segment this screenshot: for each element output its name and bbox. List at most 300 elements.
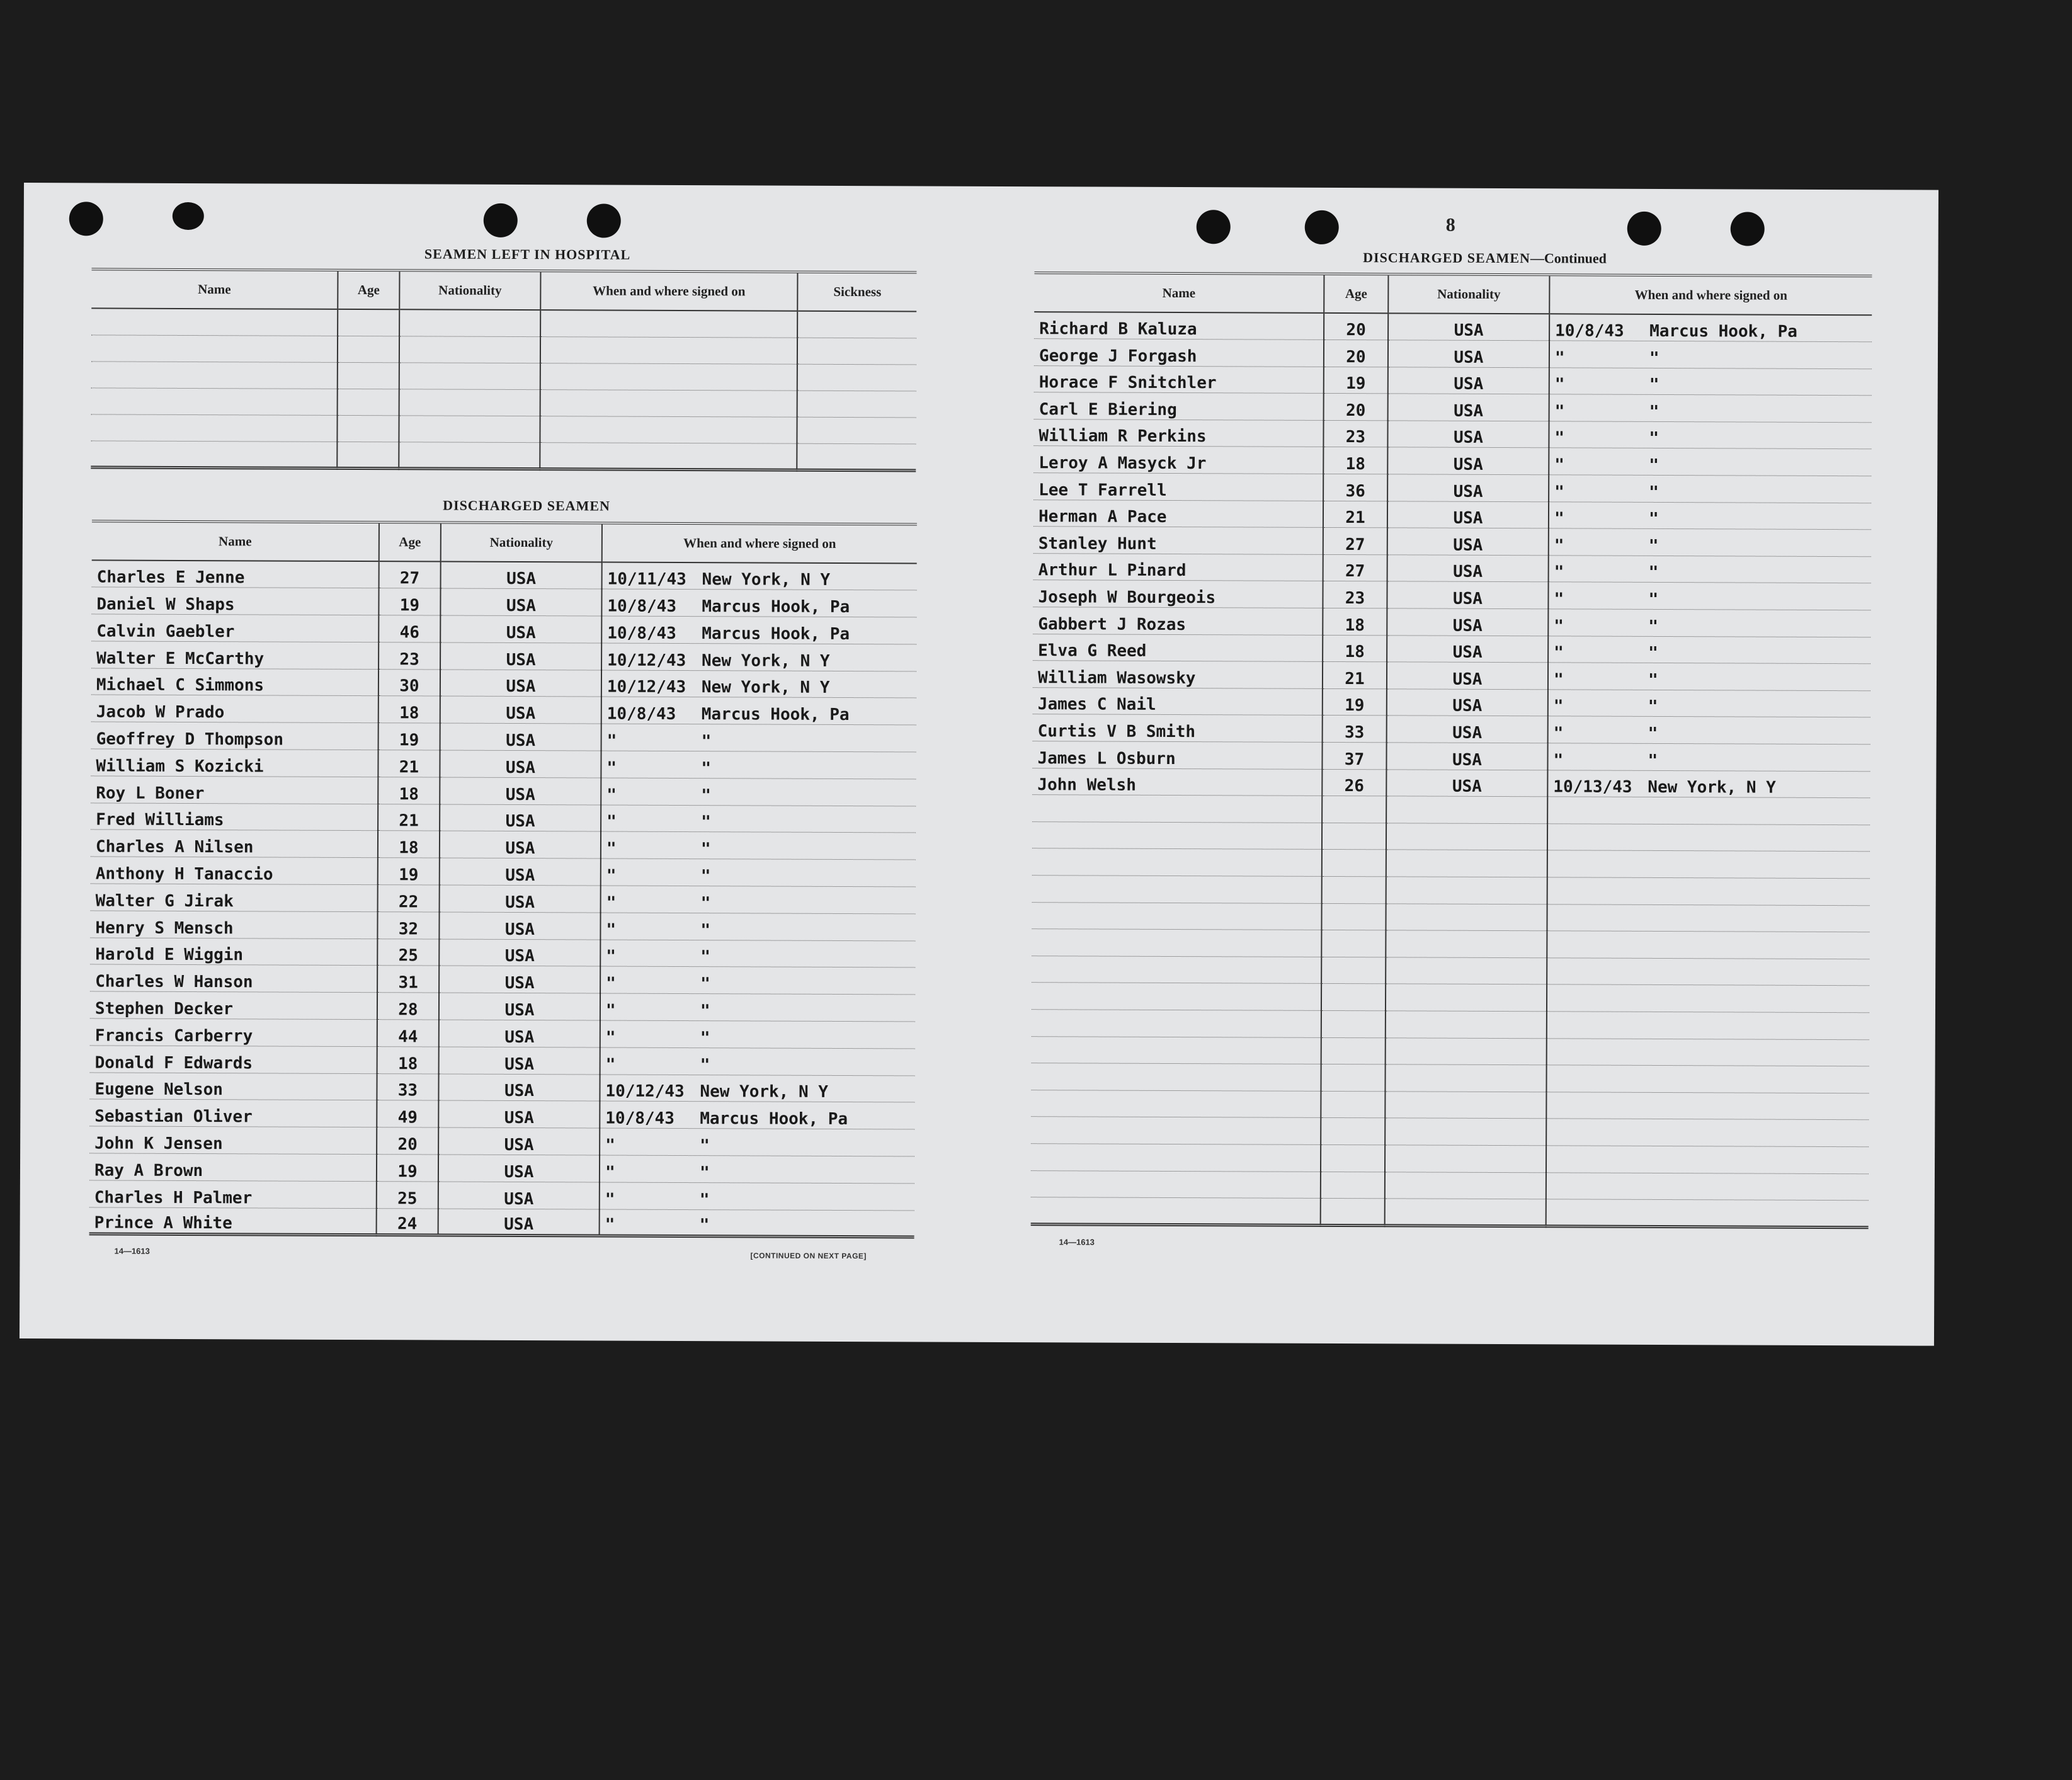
signed-on-date: " [1553, 697, 1564, 716]
seaman-name: William Wasowsky [1033, 661, 1323, 688]
blank-cell [1032, 983, 1321, 1010]
blank-cell [1032, 795, 1322, 823]
seaman-nationality: USA [1387, 635, 1548, 663]
blank-row [1032, 956, 1869, 986]
seaman-name: Calvin Gaebler [91, 614, 379, 642]
seaman-name: John Welsh [1032, 768, 1322, 796]
blank-cell [1385, 1064, 1546, 1092]
seaman-age: 18 [1323, 608, 1387, 635]
seaman-age: 25 [377, 1181, 438, 1208]
blank-cell [1547, 931, 1869, 959]
seaman-nationality: USA [441, 562, 602, 590]
seaman-name: Roy L Boner [91, 776, 378, 804]
signed-on-date: " [606, 920, 617, 940]
signed-on-date: " [605, 1190, 615, 1209]
title-suffix: —Continued [1530, 250, 1607, 266]
signed-on-date: " [605, 1001, 616, 1020]
title-main: DISCHARGED SEAMEN [1363, 249, 1530, 266]
table-row [1033, 634, 1870, 664]
table-row [1033, 714, 1870, 745]
continued-note: [CONTINUED ON NEXT PAGE] [750, 1251, 867, 1261]
punch-hole [1305, 210, 1339, 244]
seaman-signed-on [1549, 475, 1871, 503]
blank-cell [1546, 1119, 1869, 1147]
seaman-signed-on [601, 886, 916, 914]
seaman-name: Charles A Nilsen [91, 830, 378, 858]
signed-on-date: " [1554, 509, 1564, 528]
signed-on-date: " [1554, 402, 1565, 421]
seaman-name: Henry S Mensch [90, 911, 377, 939]
blank-row [1032, 848, 1870, 879]
signed-on-date: 10/8/43 [607, 624, 676, 643]
table-row [90, 911, 915, 941]
blank-cell [1385, 1172, 1546, 1199]
blank-cell [399, 336, 540, 363]
hospital-table [91, 268, 916, 472]
signed-on-place: " [1648, 751, 1658, 770]
seaman-age: 19 [377, 1155, 438, 1182]
table-row [1033, 607, 1870, 637]
table-row [89, 1207, 914, 1238]
seaman-signed-on [601, 670, 916, 699]
table-row [91, 830, 916, 860]
table-row [90, 1046, 915, 1076]
blank-cell [1032, 1010, 1321, 1037]
signed-on-place: " [699, 1190, 710, 1209]
blank-cell [1547, 824, 1870, 852]
seaman-age: 32 [377, 912, 439, 939]
blank-row [1031, 1063, 1869, 1093]
form-number: 14—1613 [1059, 1237, 1095, 1247]
signed-on-place: " [1649, 402, 1659, 421]
seaman-name: Harold E Wiggin [90, 938, 377, 966]
table-row [1033, 419, 1871, 450]
col-age-header: Age [1324, 274, 1388, 313]
blank-cell [1386, 850, 1547, 877]
signed-on-place: " [1649, 455, 1659, 476]
seaman-nationality: USA [439, 993, 600, 1020]
table-row [91, 884, 916, 914]
seaman-age: 19 [379, 723, 440, 750]
blank-cell [1386, 903, 1547, 931]
seaman-age: 46 [379, 615, 440, 642]
blank-cell [338, 309, 399, 336]
signed-on-place: " [700, 947, 711, 967]
blank-cell [91, 334, 338, 362]
punch-hole [69, 202, 103, 236]
table-row [1033, 499, 1871, 530]
signed-on-date: " [606, 785, 617, 805]
blank-cell [1032, 821, 1322, 849]
signed-on-date: " [1554, 455, 1565, 475]
seaman-signed-on [601, 724, 916, 752]
blank-cell [1547, 797, 1870, 825]
seaman-nationality: USA [438, 1127, 600, 1155]
seaman-age: 18 [378, 831, 440, 858]
seaman-name: Michael C Simmons [91, 668, 379, 697]
col-sickness-header: Sickness [797, 272, 916, 312]
seaman-age: 20 [1324, 313, 1388, 340]
seaman-nationality: USA [440, 777, 601, 805]
blank-cell [1031, 1090, 1321, 1117]
seaman-age: 20 [377, 1127, 438, 1155]
seaman-nationality: USA [438, 1182, 600, 1209]
blank-cell [1547, 984, 1869, 1013]
blank-cell [1386, 823, 1547, 851]
blank-cell [1547, 1038, 1869, 1066]
blank-cell [1385, 1118, 1546, 1146]
seaman-signed-on [1549, 341, 1872, 369]
blank-cell [797, 391, 916, 418]
seaman-nationality: USA [440, 858, 601, 886]
blank-row [91, 440, 916, 470]
blank-cell [1547, 958, 1869, 986]
blank-row [91, 308, 916, 338]
seaman-name: Charles E Jenne [92, 560, 379, 588]
blank-cell [540, 310, 797, 338]
table-row [1034, 392, 1872, 423]
seaman-age: 25 [377, 938, 439, 966]
blank-cell [1031, 1170, 1321, 1198]
table-row [90, 964, 915, 995]
blank-cell [1385, 1092, 1546, 1119]
seaman-signed-on [600, 966, 915, 995]
seaman-name: Eugene Nelson [89, 1073, 377, 1101]
seaman-name: Geoffrey D Thompson [91, 722, 379, 750]
punch-hole [484, 203, 518, 237]
signed-on-date: " [1554, 562, 1564, 582]
signed-on-date: " [1553, 670, 1564, 690]
seaman-signed-on [1549, 421, 1871, 450]
seaman-name: Lee T Farrell [1033, 473, 1323, 501]
col-age-header: Age [338, 270, 399, 309]
seaman-age: 27 [1323, 528, 1387, 555]
signed-on-date: " [606, 866, 617, 886]
seaman-nationality: USA [1387, 474, 1549, 502]
col-signed-on-header: When and where signed on [540, 271, 797, 311]
blank-cell [1546, 1172, 1869, 1201]
seaman-age: 28 [377, 993, 439, 1020]
signed-on-place: New York, N Y [702, 651, 830, 671]
seaman-name: Charles W Hanson [90, 964, 377, 993]
blank-cell [1031, 1144, 1321, 1172]
seaman-name: Sebastian Oliver [89, 1099, 377, 1127]
seaman-nationality: USA [439, 1020, 600, 1047]
seaman-age: 24 [377, 1208, 438, 1235]
table-row [1034, 339, 1872, 369]
signed-on-place: New York, N Y [1648, 778, 1776, 797]
page-number: 8 [1445, 214, 1455, 236]
blank-cell [1322, 876, 1386, 903]
blank-row [1031, 1090, 1869, 1120]
seaman-age: 27 [1323, 554, 1387, 581]
seaman-name: Gabbert J Rozas [1033, 607, 1323, 635]
seaman-name: Daniel W Shaps [91, 587, 379, 615]
blank-cell [1321, 1064, 1385, 1092]
signed-on-place: " [700, 920, 711, 940]
signed-on-date: 10/13/43 [1553, 777, 1632, 797]
blank-cell [1031, 1117, 1321, 1144]
seaman-nationality: USA [438, 1209, 600, 1236]
signed-on-place: " [1649, 429, 1659, 448]
table-row [91, 587, 916, 617]
blank-cell [1546, 1065, 1869, 1093]
col-name-header: Name [1034, 273, 1324, 313]
signed-on-place: " [700, 1001, 710, 1021]
blank-cell [1547, 904, 1869, 932]
blank-row [1032, 1036, 1869, 1066]
punch-hole [1197, 210, 1231, 244]
seaman-signed-on [600, 1155, 914, 1184]
seaman-nationality: USA [440, 804, 601, 832]
seaman-signed-on [1549, 556, 1871, 584]
seaman-nationality: USA [1387, 528, 1549, 556]
table-row [1033, 580, 1870, 610]
blank-cell [1385, 1145, 1546, 1173]
blank-cell [91, 440, 337, 468]
seaman-age: 18 [377, 1047, 439, 1074]
seaman-signed-on [600, 993, 915, 1022]
seaman-signed-on [1547, 770, 1870, 798]
col-signed-on-header: When and where signed on [602, 523, 917, 564]
seaman-signed-on [1549, 367, 1872, 396]
blank-cell [1322, 850, 1386, 877]
table-row [1032, 768, 1870, 798]
signed-on-place: " [699, 1163, 710, 1183]
seaman-nationality: USA [440, 588, 601, 616]
seaman-signed-on [1548, 690, 1870, 718]
blank-row [1031, 1117, 1869, 1147]
signed-on-date: " [1554, 643, 1564, 663]
blank-cell [1546, 1146, 1869, 1174]
blank-cell [399, 415, 540, 442]
seaman-nationality: USA [438, 1074, 600, 1102]
col-age-header: Age [379, 522, 441, 561]
discharged-continued-table [1031, 271, 1872, 1229]
seaman-nationality: USA [1387, 662, 1548, 690]
table-row [1032, 741, 1870, 772]
seaman-signed-on [1549, 314, 1872, 342]
seaman-signed-on [600, 1101, 914, 1129]
signed-on-place: " [1649, 482, 1659, 502]
blank-cell [1321, 1037, 1386, 1064]
seaman-signed-on [600, 1047, 915, 1076]
blank-cell [1386, 1011, 1547, 1039]
seaman-age: 18 [379, 696, 440, 723]
seaman-age: 18 [1323, 447, 1387, 474]
seaman-signed-on [1548, 663, 1870, 691]
seaman-signed-on [601, 778, 916, 806]
seaman-signed-on [600, 1128, 914, 1156]
seaman-age: 21 [1323, 501, 1387, 528]
signed-on-place: " [1648, 724, 1658, 743]
blank-cell [1321, 930, 1386, 957]
seaman-age: 22 [378, 885, 440, 912]
signed-on-date: 10/11/43 [607, 569, 686, 590]
seaman-signed-on [601, 751, 916, 779]
signed-on-date: " [606, 947, 617, 967]
blank-cell [797, 443, 916, 471]
signed-on-place: " [1648, 697, 1658, 717]
seaman-age: 36 [1323, 474, 1387, 501]
blank-cell [1547, 877, 1870, 906]
signed-on-place: New York, N Y [701, 678, 830, 698]
table-row [91, 641, 916, 671]
table-row [1033, 554, 1871, 584]
seaman-nationality: USA [440, 697, 601, 724]
seaman-name: Curtis V B Smith [1033, 714, 1323, 742]
table-row [1033, 661, 1870, 691]
blank-cell [1321, 1144, 1385, 1172]
seaman-age: 19 [1324, 367, 1388, 394]
blank-cell [1322, 796, 1386, 823]
seaman-age: 18 [378, 777, 440, 804]
seaman-name: James L Osburn [1032, 741, 1322, 769]
seaman-nationality: USA [1388, 394, 1549, 421]
blank-row [1032, 876, 1870, 906]
form-number: 14—1613 [114, 1246, 150, 1256]
seaman-nationality: USA [1386, 769, 1547, 797]
blank-cell [1386, 796, 1547, 824]
seaman-nationality: USA [1387, 447, 1549, 475]
seaman-signed-on [1548, 609, 1870, 637]
blank-cell [1546, 1199, 1869, 1228]
seaman-signed-on [1548, 582, 1870, 610]
blank-cell [91, 361, 338, 389]
register-sheet [20, 183, 1938, 1346]
seaman-nationality: USA [1387, 501, 1549, 528]
col-nationality-header: Nationality [1388, 274, 1549, 314]
signed-on-date: 10/12/43 [605, 1081, 685, 1102]
table-row [91, 749, 916, 779]
blank-cell [1032, 929, 1321, 957]
seaman-nationality: USA [440, 750, 601, 778]
signed-on-date: " [605, 1136, 615, 1155]
seaman-age: 30 [379, 669, 440, 696]
blank-cell [1321, 903, 1386, 930]
signed-on-date: 10/8/43 [606, 704, 676, 724]
table-row [89, 1126, 914, 1156]
seaman-age: 37 [1322, 742, 1386, 769]
signed-on-date: " [1554, 482, 1564, 502]
blank-cell [1322, 823, 1386, 850]
blank-cell [797, 311, 916, 338]
blank-row [1031, 1170, 1869, 1201]
signed-on-date: " [606, 813, 617, 832]
signed-on-date: " [605, 1163, 615, 1182]
signed-on-date: 10/8/43 [607, 596, 677, 617]
seaman-nationality: USA [1387, 581, 1548, 609]
seaman-age: 33 [377, 1073, 438, 1100]
signed-on-place: " [1649, 348, 1659, 368]
seaman-name: Joseph W Bourgeois [1033, 580, 1323, 608]
seaman-nationality: USA [440, 885, 601, 913]
seaman-nationality: USA [1387, 608, 1548, 636]
blank-row [1032, 795, 1870, 825]
seaman-age: 21 [378, 804, 440, 831]
blank-cell [540, 363, 797, 391]
signed-on-date: " [606, 893, 617, 913]
signed-on-place: " [700, 1028, 710, 1048]
blank-cell [1385, 1199, 1546, 1226]
signed-on-date: 10/8/43 [1555, 321, 1624, 341]
table-row [90, 1018, 915, 1049]
blank-cell [1547, 1012, 1869, 1040]
blank-cell [1032, 902, 1321, 930]
signed-on-date: " [1554, 590, 1564, 609]
seaman-signed-on [602, 562, 917, 591]
table-row [91, 803, 916, 833]
signed-on-date: " [1554, 536, 1564, 556]
blank-row [91, 414, 916, 443]
seaman-age: 19 [378, 858, 440, 885]
table-row [92, 560, 917, 590]
seaman-name: Arthur L Pinard [1033, 554, 1323, 581]
blank-cell [399, 309, 540, 336]
seaman-name: William S Kozicki [91, 749, 378, 777]
seaman-signed-on [1549, 448, 1871, 476]
seaman-nationality: USA [1387, 716, 1548, 743]
blank-row [1031, 1197, 1869, 1228]
signed-on-place: " [1648, 644, 1658, 663]
table-row [91, 614, 916, 644]
signed-on-place: " [701, 732, 712, 751]
seaman-age: 23 [379, 642, 440, 670]
seaman-signed-on [600, 1209, 914, 1238]
seaman-age: 20 [1324, 394, 1388, 421]
seaman-age: 21 [378, 750, 440, 777]
blank-cell [797, 338, 916, 365]
seaman-signed-on [600, 940, 915, 968]
seaman-age: 21 [1323, 662, 1387, 689]
seaman-nationality: USA [439, 1047, 600, 1075]
blank-cell [1032, 876, 1322, 903]
seaman-age: 33 [1323, 716, 1387, 743]
punch-hole [587, 203, 621, 237]
signed-on-place: " [701, 813, 711, 832]
blank-row [91, 334, 916, 364]
seaman-signed-on [1548, 716, 1870, 745]
col-name-header: Name [92, 521, 379, 561]
col-name-header: Name [91, 269, 338, 309]
blank-cell [1321, 1199, 1385, 1226]
table-row [1034, 365, 1872, 396]
seaman-name: Donald F Edwards [90, 1046, 377, 1074]
signed-on-place: " [699, 1216, 710, 1235]
blank-cell [399, 442, 540, 469]
blank-cell [1386, 930, 1547, 958]
seaman-name: Walter G Jirak [91, 884, 378, 912]
seaman-nationality: USA [1387, 689, 1548, 717]
seaman-name: Horace F Snitchler [1034, 365, 1324, 393]
blank-cell [1031, 1197, 1321, 1225]
signed-on-place: " [700, 1055, 710, 1075]
table-row [90, 938, 915, 968]
seaman-name: Francis Carberry [90, 1018, 377, 1047]
blank-cell [91, 414, 337, 442]
blank-cell [540, 336, 797, 364]
signed-on-place: Marcus Hook, Pa [702, 597, 850, 617]
seaman-age: 19 [1323, 688, 1387, 716]
signed-on-place: " [701, 759, 712, 779]
blank-cell [1386, 877, 1547, 904]
signed-on-place: " [700, 867, 711, 886]
seaman-name: William R Perkins [1033, 419, 1323, 447]
signed-on-place: " [701, 785, 711, 805]
seaman-signed-on [601, 616, 916, 644]
seaman-name: Carl E Biering [1034, 392, 1324, 420]
punch-hole [173, 202, 204, 230]
